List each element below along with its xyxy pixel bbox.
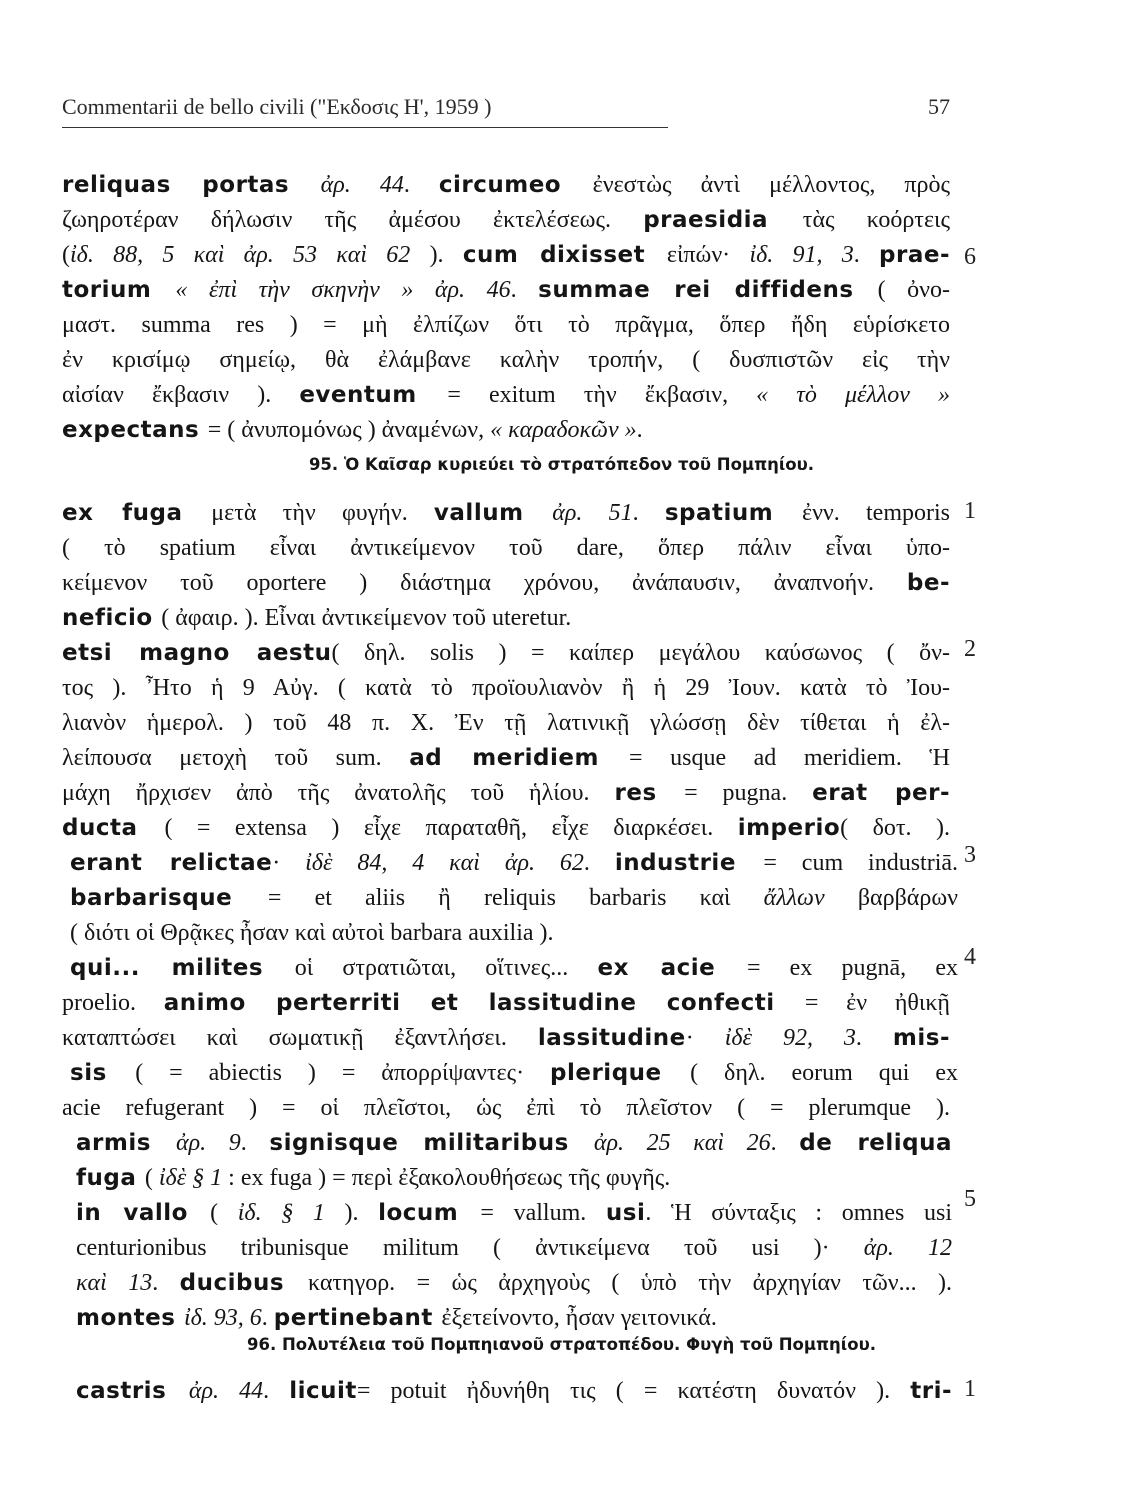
- lemma: summae rei diffidens: [538, 277, 878, 303]
- text-line: [62, 308, 950, 342]
- gloss: τὰς κοόρτεις: [802, 207, 950, 233]
- text-line: [62, 273, 950, 307]
- gloss: ( δηλ. eorum qui ex: [690, 1060, 958, 1086]
- text-line: [62, 203, 950, 237]
- reference: ἀρ. 25 καὶ 26: [593, 1130, 771, 1156]
- margin-number: 1: [964, 498, 976, 524]
- gloss: λείπουσα μετοχὴ τοῦ sum.: [62, 745, 410, 771]
- reference: ἀρ. 44: [320, 172, 404, 198]
- reference: « ἐπὶ τὴν σκηνὴν » ἀρ. 46: [175, 277, 511, 303]
- gloss: ἐξετείνοντο, ἦσαν γειτονικά.: [441, 1305, 717, 1331]
- lemma: eventum: [299, 382, 448, 408]
- lemma: usi: [605, 1200, 646, 1226]
- section-heading-96: 96. Πολυτέλεια τοῦ Πομπηιανοῦ στρατοπέδου. Φυγὴ τοῦ Πομπηίου.: [247, 1335, 876, 1354]
- text-line: [76, 1161, 952, 1195]
- gloss: = ex pugnā, ex: [746, 955, 958, 981]
- lemma: mis-: [892, 1025, 950, 1051]
- gloss: ( = extensa ) εἶχε παραταθῆ, εἶχε διαρκέσει.: [164, 815, 738, 841]
- reference: « τὸ μέλλον »: [756, 382, 950, 408]
- text-line: [62, 601, 950, 635]
- lemma: ducibus: [179, 1270, 308, 1296]
- gloss: ( διότι οἱ Θρᾷκες ἦσαν καὶ αὐτοὶ barbara auxilia ).: [70, 920, 554, 946]
- lemma: de reliqua: [799, 1130, 953, 1156]
- lemma: fuga: [76, 1165, 145, 1191]
- gloss: .: [636, 417, 643, 443]
- text-line: [62, 741, 950, 775]
- gloss: acie refugerant ) = οἱ πλεῖστοι, ὡς ἐπὶ τὸ πλεῖστον ( = plerumque ).: [62, 1095, 950, 1121]
- gloss: ἐνεστὼς ἀντὶ μέλλοντος, πρὸς: [592, 172, 951, 198]
- gloss: proelio.: [62, 990, 164, 1016]
- gloss: μαστ. summa res ) = μὴ ἐλπίζων ὅτι τὸ πρᾶγμα, ὅπερ ἤδη εὑρίσκετο: [62, 312, 950, 338]
- gloss: βαρβάρων: [824, 885, 958, 911]
- lemma: montes: [76, 1305, 184, 1331]
- gloss: μάχη ἤρχισεν ἀπὸ τῆς ἀνατολῆς τοῦ ἡλίου.: [62, 780, 615, 806]
- gloss: = ἐν ἠθικῇ: [804, 990, 950, 1016]
- lemma: vallum: [433, 500, 553, 526]
- text-line: [62, 1021, 950, 1055]
- text-line: [70, 1056, 958, 1090]
- lemma: ducta: [62, 815, 165, 841]
- lemma: ex fuga: [62, 500, 212, 526]
- text-line: [70, 951, 958, 985]
- text-line: [62, 636, 950, 670]
- reference: καὶ 13: [76, 1270, 153, 1296]
- lemma: in vallo: [76, 1200, 211, 1226]
- reference: ἰδ. 88, 5 καὶ ἀρ. 53 καὶ 62: [70, 242, 411, 268]
- reference: ἰδὲ 92, 3: [724, 1025, 856, 1051]
- lemma: ex acie: [597, 955, 747, 981]
- text-line: [70, 916, 958, 950]
- header-title: Commentarii de bello civili ("Εκδοσις Η', 1959 ): [62, 94, 492, 119]
- text-line: [62, 706, 950, 740]
- text-line: [76, 1374, 952, 1408]
- section-heading-95: 95. Ὁ Καῖσαρ κυριεύει τὸ στρατόπεδον τοῦ Πομπηίου.: [308, 455, 815, 474]
- lemma: sis: [70, 1060, 136, 1086]
- gloss: ( = abiectis ) = ἀπορρίψαντες·: [135, 1060, 551, 1086]
- gloss: .: [240, 1130, 270, 1156]
- text-line: [62, 343, 950, 377]
- reference: ἰδ. 91, 3: [749, 242, 854, 268]
- gloss: ( ὀνο-: [877, 277, 951, 303]
- text-line: [62, 776, 950, 810]
- reference: ἰδ. § 1: [237, 1200, 325, 1226]
- lemma: tri-: [910, 1378, 953, 1404]
- gloss: .: [152, 1270, 180, 1296]
- gloss: ἐν κρισίμῳ σημείῳ, θὰ ἐλάμβανε καλὴν τροπήν, ( δυσπιστῶν εἰς τὴν: [62, 347, 950, 373]
- lemma: erat per-: [812, 780, 950, 806]
- gloss: .: [853, 242, 880, 268]
- reference: ἰδὲ § 1: [158, 1165, 223, 1191]
- reference: ἰδ. 93, 6: [183, 1305, 262, 1331]
- gloss: = potuit ἠδυνήθη τις ( = κατέστη δυνατόν ).: [356, 1378, 911, 1404]
- text-line: [62, 238, 950, 272]
- header-rule: [62, 127, 668, 128]
- gloss: .: [770, 1130, 800, 1156]
- reference: ἄλλων: [763, 885, 825, 911]
- lemma: circumeo: [438, 172, 593, 198]
- text-line: [76, 1231, 952, 1265]
- gloss: ( τὸ spatium εἶναι ἀντικείμενον τοῦ dare, ὅπερ πάλιν εἶναι ὑπο-: [62, 535, 950, 561]
- text-line: [70, 846, 958, 880]
- lemma: be-: [906, 570, 950, 596]
- reference: ἀρ. 9: [176, 1130, 241, 1156]
- gloss: κείμενον τοῦ oportere ) διάστημα χρόνου, ἀνάπαυσιν, ἀναπνοήν.: [62, 570, 907, 596]
- gloss: εἰπών·: [666, 242, 750, 268]
- text-line: [62, 531, 950, 565]
- gloss: ( δοτ. ).: [840, 815, 951, 841]
- lemma: imperio: [737, 815, 841, 841]
- text-line: [62, 1091, 950, 1125]
- reference: ἰδὲ 84, 4 καὶ ἀρ. 62: [305, 850, 584, 876]
- text-line: [62, 378, 950, 412]
- lemma: reliquas portas: [62, 172, 321, 198]
- gloss: .: [403, 172, 439, 198]
- gloss: centurionibus tribunisque militum ( ἀντικείμενα τοῦ usi )·: [76, 1235, 864, 1261]
- gloss: ζωηροτέραν δήλωσιν τῆς ἀμέσου ἐκτελέσεως.: [62, 207, 644, 233]
- text-line: [70, 881, 958, 915]
- lemma: prae-: [879, 242, 951, 268]
- gloss: .: [632, 500, 665, 526]
- gloss: ( ἀφαιρ. ). Εἶναι ἀντικείμενον τοῦ uteretur.: [161, 605, 572, 631]
- text-line: [62, 496, 950, 530]
- text-line: [62, 671, 950, 705]
- lemma: res: [614, 780, 685, 806]
- gloss: (: [144, 1165, 159, 1191]
- gloss: . Ἡ σύνταξις : omnes usi: [645, 1200, 953, 1226]
- text-line: [62, 986, 950, 1020]
- gloss: τος ). Ἦτο ἡ 9 Αὐγ. ( κατὰ τὸ προϊουλιανὸν ἢ ἡ 29 Ἰουν. κατὰ τὸ Ἰου-: [62, 675, 950, 701]
- gloss: ).: [324, 1200, 379, 1226]
- text-line: [62, 566, 950, 600]
- reference: ἀρ. 12: [863, 1235, 952, 1261]
- running-header: [62, 94, 950, 120]
- gloss: καταπτώσει καὶ σωματικῇ ἐξαντλήσει.: [62, 1025, 538, 1051]
- gloss: = cum industriā.: [763, 850, 959, 876]
- gloss: λιανὸν ἡμερολ. ) τοῦ 48 π. Χ. Ἐν τῇ λατινικῇ γλώσσῃ δὲν τίθεται ἡ ἐλ-: [62, 710, 950, 736]
- lemma: spatium: [664, 500, 802, 526]
- gloss: μετὰ τὴν φυγήν.: [211, 500, 434, 526]
- lemma: torium: [62, 277, 176, 303]
- text-line: [62, 413, 950, 447]
- margin-number: 4: [964, 944, 976, 970]
- reference: ἀρ. 51: [552, 500, 633, 526]
- lemma: neficio: [62, 605, 162, 631]
- text-line: [62, 168, 950, 202]
- page-number: 57: [928, 94, 950, 119]
- lemma: licuit: [289, 1378, 357, 1404]
- text-line: [76, 1126, 952, 1160]
- gloss: = pugna.: [684, 780, 813, 806]
- gloss: .: [583, 850, 615, 876]
- lemma: castris: [76, 1378, 189, 1404]
- gloss: κατηγορ. = ὡς ἀρχηγοὺς ( ὑπὸ τὴν ἀρχηγίαν τῶν... ).: [307, 1270, 953, 1296]
- lemma: animo perterriti et lassitudine confecti: [163, 990, 805, 1016]
- gloss: .: [261, 1305, 274, 1331]
- text-line: [62, 811, 950, 845]
- reference: « καραδοκῶν »: [490, 417, 637, 443]
- gloss: ἐνν. temporis: [802, 500, 950, 526]
- lemma: praesidia: [643, 207, 803, 233]
- gloss: .: [510, 277, 539, 303]
- gloss: = exitum τὴν ἔκβασιν,: [447, 382, 757, 408]
- gloss: οἱ στρατιῶται, οἵτινες...: [294, 955, 598, 981]
- gloss: ).: [410, 242, 463, 268]
- text-line: [76, 1196, 952, 1230]
- text-line: [76, 1266, 952, 1300]
- margin-number: 2: [964, 636, 976, 662]
- lemma: cum dixisset: [462, 242, 667, 268]
- lemma: barbarisque: [70, 885, 268, 911]
- lemma: qui... milites: [70, 955, 295, 981]
- lemma: industrie: [614, 850, 764, 876]
- lemma: armis: [76, 1130, 177, 1156]
- lemma: pertinebant: [273, 1305, 442, 1331]
- gloss: = usque ad meridiem. Ἡ: [629, 745, 951, 771]
- text-line: [76, 1301, 952, 1335]
- gloss: = et aliis ἢ reliquis barbaris καὶ: [267, 885, 764, 911]
- gloss: .: [855, 1025, 893, 1051]
- lemma: erant relictae: [70, 850, 273, 876]
- gloss: ·: [685, 1025, 725, 1051]
- margin-number: 1: [964, 1376, 976, 1402]
- gloss: : ex fuga ) = περὶ ἐξακολουθήσεως τῆς φυγῆς.: [222, 1165, 671, 1191]
- margin-number: 6: [964, 244, 976, 270]
- reference: ἀρ. 44: [188, 1378, 264, 1404]
- gloss: (: [62, 242, 70, 268]
- lemma: signisque militaribus: [269, 1130, 594, 1156]
- margin-number: 3: [964, 842, 976, 868]
- lemma: plerique: [550, 1060, 691, 1086]
- gloss: ·: [272, 850, 306, 876]
- lemma: lassitudine: [537, 1025, 686, 1051]
- gloss: = vallum.: [480, 1200, 606, 1226]
- margin-number: 5: [964, 1186, 976, 1212]
- lemma: expectans: [62, 417, 208, 443]
- gloss: (: [210, 1200, 238, 1226]
- gloss: αἰσίαν ἔκβασιν ).: [62, 382, 300, 408]
- lemma: locum: [378, 1200, 481, 1226]
- gloss: = ( ἀνυπομόνως ) ἀναμένων,: [207, 417, 491, 443]
- gloss: .: [263, 1378, 290, 1404]
- lemma: etsi magno aestu: [62, 640, 332, 666]
- gloss: ( δηλ. solis ) = καίπερ μεγάλου καύσωνος ( ὄν-: [331, 640, 950, 666]
- lemma: ad meridiem: [409, 745, 630, 771]
